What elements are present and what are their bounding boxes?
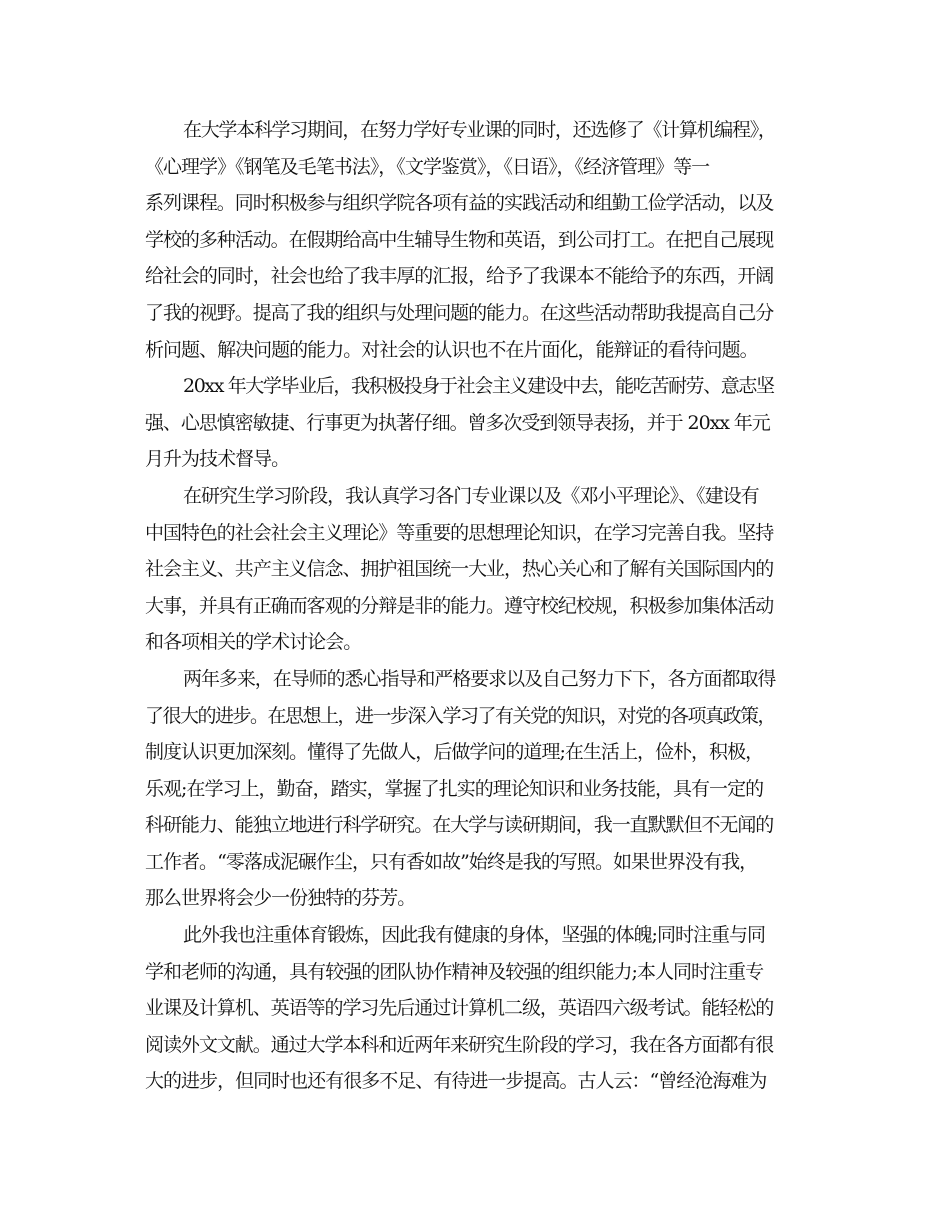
text-line: 学和老师的沟通，具有较强的团队协作精神及较强的组织能力;本人同时注重专 — [145, 960, 764, 983]
text-line: 制度认识更加深刻。懂得了先做人，后做学问的道理;在生活上，俭朴，积极， — [145, 741, 764, 764]
text-line: 20xx 年大学毕业后，我积极投身于社会主义建设中去，能吃苦耐劳、意志坚 — [183, 375, 774, 398]
text-line: 学校的多种活动。在假期给高中生辅导生物和英语，到公司打工。在把自己展现 — [145, 228, 774, 251]
text-line: 月升为技术督导。 — [145, 448, 290, 471]
text-line: 析问题、解决问题的能力。对社会的认识也不在片面化，能辩证的看待问题。 — [145, 338, 758, 361]
paragraph — [145, 112, 807, 368]
text-line: 了很大的进步。在思想上，进一步深入学习了有关党的知识，对党的各项真政策， — [145, 704, 776, 727]
document-body — [145, 112, 807, 1100]
text-line: 《心理学》《钢笔及毛笔书法》，《文学鉴赏》，《日语》，《经济管理》等一 — [145, 155, 710, 178]
text-line: 阅读外文文献。通过大学本科和近两年来研究生阶段的学习，我在各方面都有很 — [145, 1033, 774, 1056]
paragraph — [145, 917, 807, 1100]
text-line: 在研究生学习阶段，我认真学习各门专业课以及《邓小平理论》、《建设有 — [183, 484, 759, 507]
text-line: 和各项相关的学术讨论会。 — [145, 631, 362, 654]
text-line: 两年多来，在导师的悉心指导和严格要求以及自己努力下下，各方面都取得 — [183, 667, 776, 690]
text-line: 科研能力、能独立地进行科学研究。在大学与读研期间，我一直默默但不无闻的 — [145, 814, 774, 837]
text-line: 中国特色的社会社会主义理论》等重要的思想理论知识，在学习完善自我。坚持 — [145, 521, 774, 544]
text-line: 那么世界将会少一份独特的芬芳。 — [145, 887, 416, 910]
text-line: 强、心思慎密敏捷、行事更为执著仔细。曾多次受到领导表扬，并于 20xx 年元 — [145, 411, 770, 434]
paragraph — [145, 368, 807, 478]
text-line: 了我的视野。提高了我的组织与处理问题的能力。在这些活动帮助我提高自己分 — [145, 301, 774, 324]
text-line: 大的进步，但同时也还有很多不足、有待进一步提高。古人云：“曾经沧海难为 — [145, 1070, 767, 1093]
text-line: 在大学本科学习期间，在努力学好专业课的同时，还选修了《计算机编程》， — [183, 119, 776, 141]
paragraph — [145, 478, 807, 661]
text-line: 给社会的同时，社会也给了我丰厚的汇报，给予了我课本不能给予的东西，开阔 — [145, 265, 774, 288]
text-line: 社会主义、共产主义信念、拥护祖国统一大业，热心关心和了解有关国际国内的 — [145, 558, 774, 581]
text-line: 业课及计算机、英语等的学习先后通过计算机二级，英语四六级考试。能轻松的 — [145, 997, 774, 1020]
text-line: 此外我也注重体育锻炼，因此我有健康的身体，坚强的体魄;同时注重与同 — [183, 924, 766, 947]
text-line: 大事，并具有正确而客观的分辩是非的能力。遵守校纪校规，积极参加集体活动 — [145, 594, 774, 617]
paragraph — [145, 661, 807, 917]
text-line: 系列课程。同时积极参与组织学院各项有益的实践活动和组勤工俭学活动，以及 — [145, 192, 774, 215]
text-line: 工作者。“零落成泥碾作尘，只有香如故”始终是我的写照。如果世界没有我， — [145, 850, 758, 873]
text-line: 乐观;在学习上，勤奋，踏实，掌握了扎实的理论知识和业务技能，具有一定的 — [145, 777, 764, 800]
